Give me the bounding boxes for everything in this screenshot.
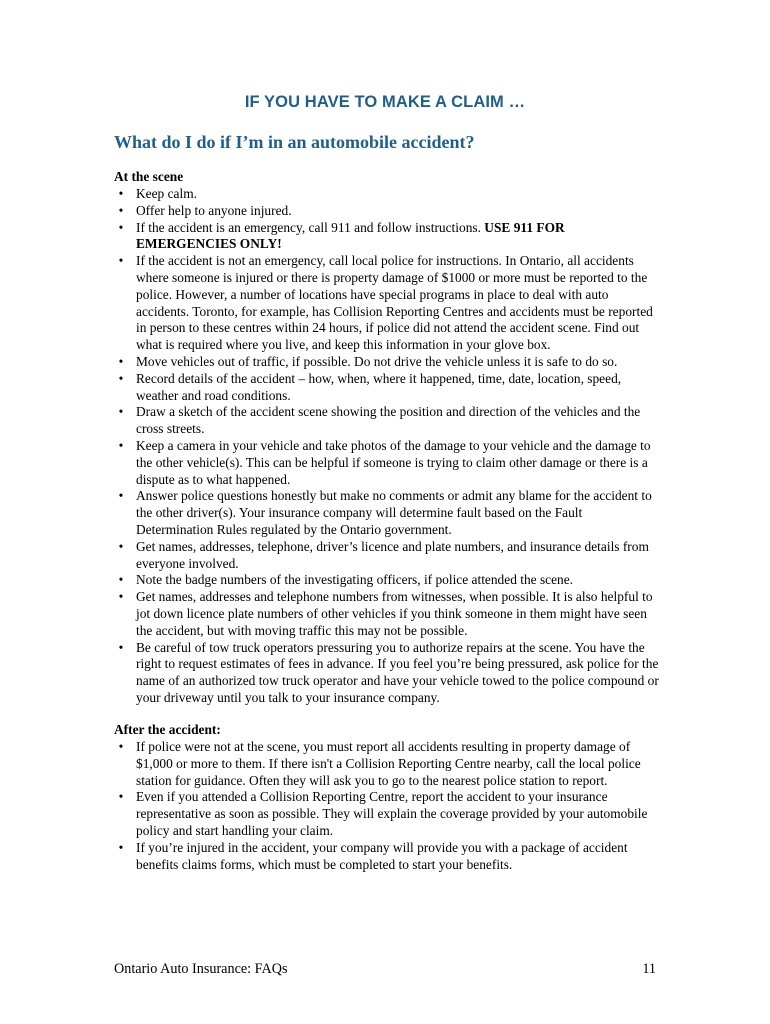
list-item [114, 789, 659, 839]
list-item [114, 404, 659, 438]
footer-title: Ontario Auto Insurance: FAQs [114, 961, 288, 977]
list-item [114, 220, 659, 254]
list-item-text: Be careful of tow truck operators pressuring you to authorize repairs at the scene. You have the right to request estimates of fees in advance. If you feel you’re being pressured, ask police for the name of an authorized tow truck operator and have your vehicle towed to the police compound or your driveway until you talk to your insurance company. [136, 639, 659, 705]
list-item [114, 354, 659, 371]
list-item-text: Offer help to anyone injured. [136, 202, 292, 218]
page-number: 11 [642, 961, 656, 977]
list-item-text: Draw a sketch of the accident scene showing the position and direction of the vehicles and the cross streets. [136, 404, 641, 437]
list-item-text: Answer police questions honestly but make no comments or admit any blame for the accident to the other driver(s). Your insurance company will determine fault based on the Fault Determination Rules regulated by the Ontario government. [136, 488, 652, 537]
list-item [114, 589, 659, 639]
list-item [114, 186, 659, 203]
list-item-text: Get names, addresses, telephone, driver’s licence and plate numbers, and insurance details from everyone involved. [136, 538, 649, 571]
section-question: What do I do if I’m in an automobile accident? [114, 132, 475, 152]
list-item [114, 840, 659, 874]
list-item-text: Record details of the accident – how, when, where it happened, time, date, location, speed, weather and road conditions. [136, 370, 622, 403]
bullet-icon: • [118, 839, 124, 855]
list-item [114, 572, 659, 589]
at-the-scene-title: At the scene [114, 169, 184, 184]
bullet-icon: • [118, 437, 124, 453]
list-item [114, 438, 659, 488]
list-item-text: Even if you attended a Collision Reporting Centre, report the accident to your insurance representative as soon as possible. They will explain the coverage provided by your automobile policy and start handling your claim. [136, 789, 648, 838]
list-item-text: If the accident is an emergency, call 911 and follow instructions. [136, 219, 485, 235]
bullet-icon: • [118, 589, 124, 605]
bullet-icon: • [118, 370, 124, 386]
list-item-text: Note the badge numbers of the investigating officers, if police attended the scene. [136, 572, 574, 588]
list-item-text: Keep a camera in your vehicle and take photos of the damage to your vehicle and the damage to the other vehicle(s). This can be helpful if someone is trying to claim other damage or there is a dispute as to what happened. [136, 437, 651, 487]
list-item [114, 739, 659, 789]
bullet-icon: • [118, 353, 124, 369]
list-item-emphasis: USE 911 FOR EMERGENCIES ONLY! [136, 219, 565, 252]
list-item [114, 640, 659, 707]
bullet-icon: • [118, 572, 124, 588]
bullet-icon: • [118, 404, 124, 420]
list-item [114, 488, 659, 538]
bullet-icon: • [118, 488, 124, 504]
list-item [114, 539, 659, 573]
page-heading: IF YOU HAVE TO MAKE A CLAIM … [244, 93, 526, 111]
bullet-icon: • [118, 739, 124, 754]
bullet-icon: • [118, 202, 124, 218]
list-item-text: Keep calm. [136, 186, 197, 201]
list-item [114, 253, 659, 354]
list-item [114, 371, 659, 405]
bullet-icon: • [118, 789, 124, 805]
list-item-text: Get names, addresses and telephone numbers from witnesses, when possible. It is also helpful to jot down licence plate numbers of other vehicles if you think someone in them might have seen the accident, but with moving traffic this may not be possible. [136, 589, 653, 638]
bullet-icon: • [118, 253, 124, 269]
bullet-icon: • [118, 219, 124, 235]
list-item-text: Move vehicles out of traffic, if possible. Do not drive the vehicle unless it is safe to do so. [136, 353, 618, 369]
at-the-scene-list [114, 186, 659, 707]
list-item-text: If you’re injured in the accident, your company will provide you with a package of accident benefits claims forms, which must be completed to start your benefits. [136, 839, 628, 872]
bullet-icon: • [118, 186, 124, 201]
bullet-icon: • [118, 639, 124, 655]
after-accident-title: After the accident: [114, 722, 221, 737]
bullet-icon: • [118, 538, 124, 554]
list-item-text: If the accident is not an emergency, call local police for instructions. In Ontario, all accidents where someone is injured or there is property damage of $1000 or more must be reported to the police. However, a number of locations have special programs in place to deal with auto accidents. Toronto, for example, has Collision Reporting Centres and accidents must be reported in person to these centres within 24 hours, if police did not attend the accident scene. Find out what is required where you live, and keep this information in your glove box. [136, 253, 653, 353]
list-item-text: If police were not at the scene, you must report all accidents resulting in property damage of $1,000 or more to them. If there isn't a Collision Reporting Centre nearby, call the local police station for guidance. Often they will ask you to go to the nearest police station to report. [136, 739, 641, 788]
list-item [114, 203, 659, 220]
after-accident-list [114, 739, 659, 873]
